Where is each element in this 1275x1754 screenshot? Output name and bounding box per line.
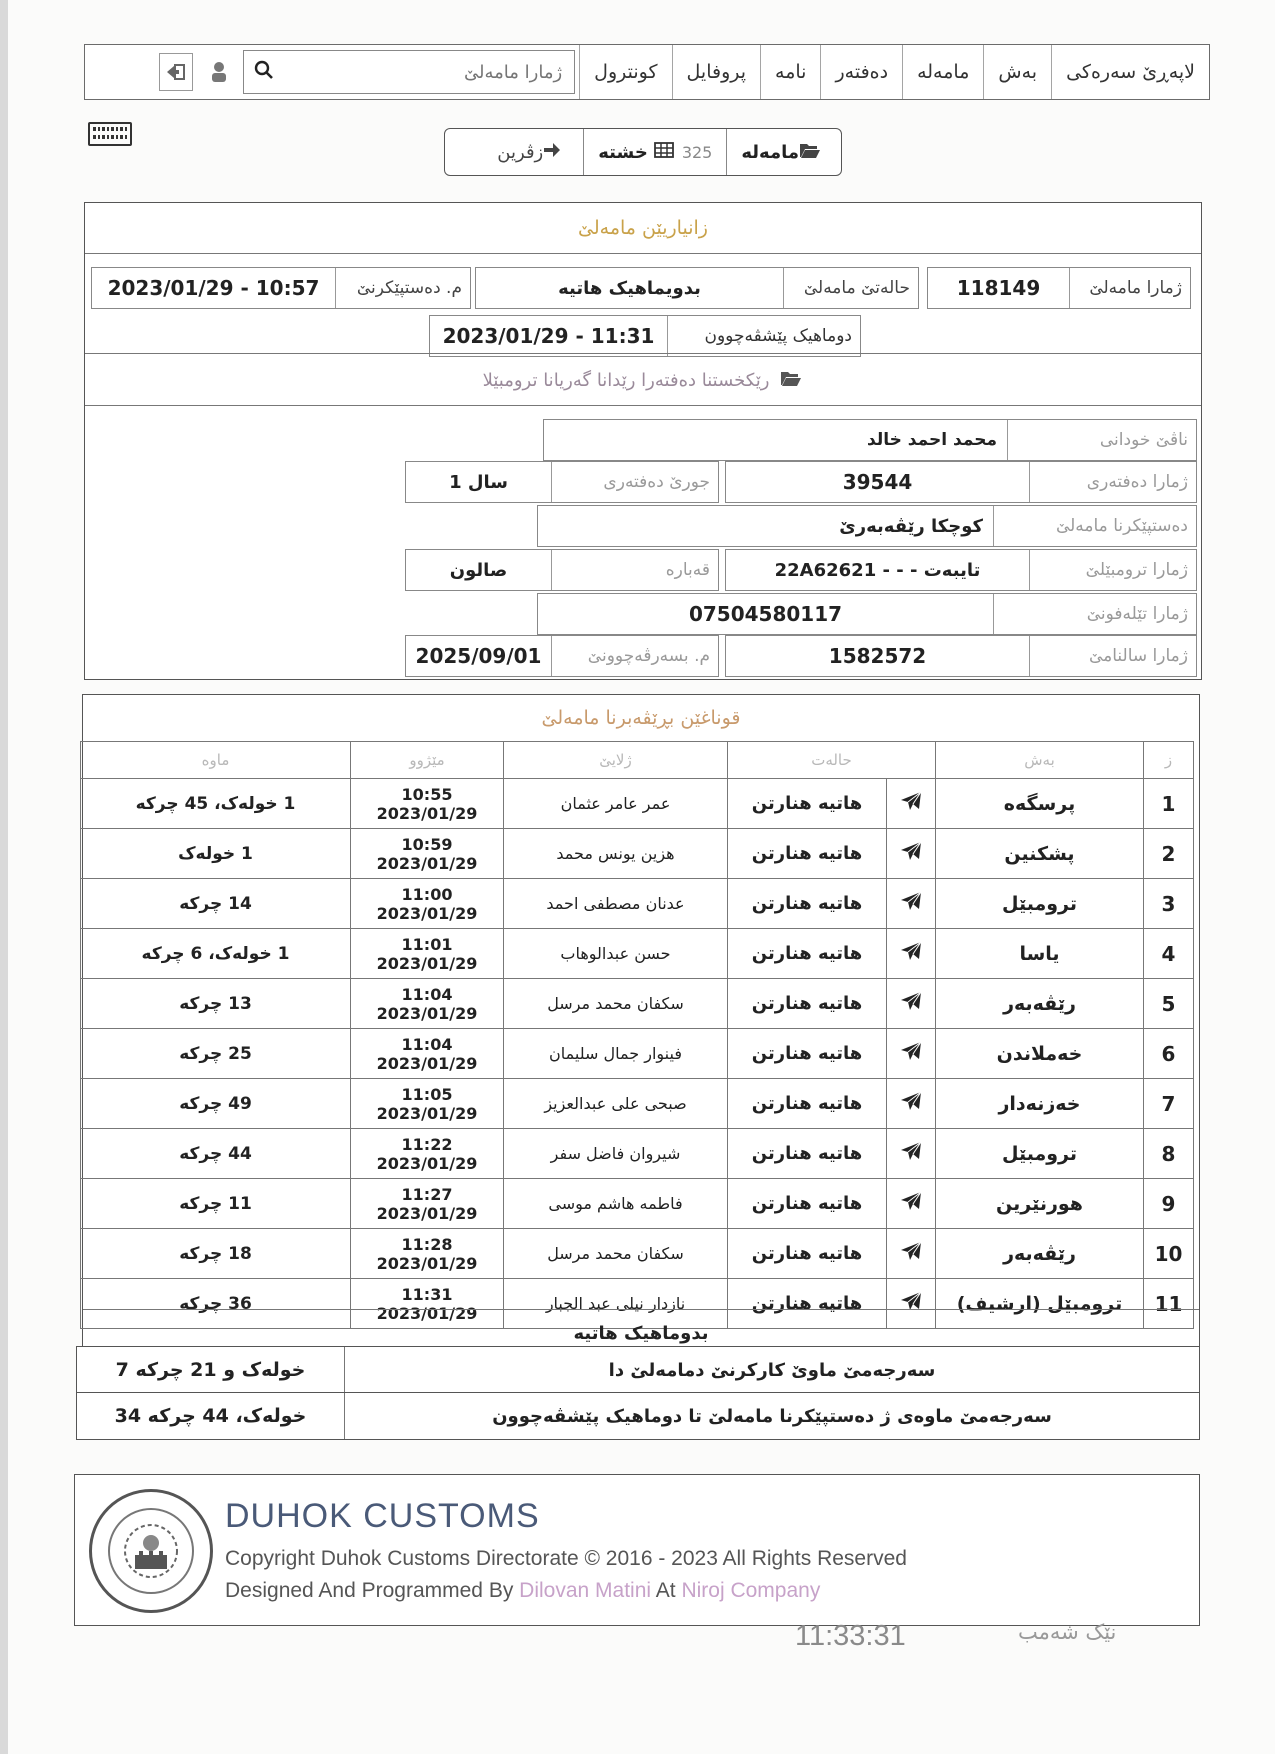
stage-status: هاتیە هنارتن — [728, 1079, 887, 1129]
car-number-label: ژمارا ترومبێلێ — [1029, 550, 1196, 590]
back-button[interactable] — [483, 129, 583, 175]
nav-search-box — [243, 50, 575, 94]
starter-field — [537, 505, 1197, 547]
col-number: ز — [1144, 742, 1194, 779]
start-date-field — [91, 267, 471, 309]
case-label: مامەلە — [741, 141, 799, 163]
stage-section: ترومبێل — [936, 1129, 1144, 1179]
stage-user: عمر عامر عثمان — [504, 779, 728, 829]
stage-user: سکفان محمد مرسل — [504, 979, 728, 1029]
starter-label: دەستپێکرنا مامەلێ — [993, 506, 1196, 546]
nav-cases[interactable]: مامەلە — [902, 45, 983, 99]
stage-datetime — [351, 1079, 504, 1129]
last-progress-value: 2023/01/29 - 11:31 — [442, 324, 655, 348]
stage-date: 2023/01/29 — [376, 853, 478, 873]
stage-user: عدنان مصطفی احمد — [504, 879, 728, 929]
stage-datetime — [351, 1029, 504, 1079]
book-number-value: 39544 — [842, 470, 913, 494]
stage-date: 2023/01/29 — [376, 1203, 478, 1223]
stage-date: 2023/01/29 — [376, 953, 478, 973]
section-heading — [85, 369, 1201, 391]
stage-date: 2023/01/29 — [376, 903, 478, 923]
table-icon — [654, 142, 674, 163]
stage-number: 6 — [1144, 1029, 1194, 1079]
designer-at: At — [655, 1579, 676, 1602]
car-number-field — [725, 549, 1197, 591]
year-number-value: 1582572 — [828, 644, 927, 668]
stage-status: هاتیە هنارتن — [728, 1179, 887, 1229]
stage-user: صبحی علی عبدالعزیز — [504, 1079, 728, 1129]
stage-duration: 1 خولەک — [81, 829, 351, 879]
send-icon[interactable] — [887, 1229, 936, 1279]
stage-date: 2023/01/29 — [376, 1003, 478, 1023]
stage-date: 2023/01/29 — [376, 1253, 478, 1273]
book-number-label: ژمارا دەفتەری — [1029, 462, 1196, 502]
stage-datetime — [351, 979, 504, 1029]
expiry-field — [405, 635, 719, 677]
stage-status: هاتیە هنارتن — [728, 829, 887, 879]
stage-user: شیروان فاضل سفر — [504, 1129, 728, 1179]
stage-time: 11:27 — [401, 1184, 453, 1204]
case-number-value: 118149 — [956, 276, 1041, 300]
stage-duration: 18 چرکە — [81, 1229, 351, 1279]
stage-row — [81, 929, 1194, 979]
car-number-value: 22A62621 - - - تایبەت — [774, 559, 981, 581]
stage-time: 11:28 — [401, 1234, 453, 1254]
send-icon[interactable] — [887, 979, 936, 1029]
folder-open-icon — [799, 141, 821, 164]
total-elapsed-row — [76, 1392, 1200, 1440]
size-field — [405, 549, 719, 591]
stage-row — [81, 1229, 1194, 1279]
designed-prefix: Designed And Programmed By — [225, 1579, 514, 1602]
stage-time: 11:05 — [401, 1084, 453, 1104]
search-input[interactable] — [360, 61, 564, 84]
table-label: خشتە — [598, 141, 648, 163]
customs-seal-logo — [89, 1489, 213, 1613]
stage-duration: 25 چرکە — [81, 1029, 351, 1079]
search-icon[interactable] — [254, 60, 274, 85]
arrow-right-icon — [543, 142, 561, 163]
footer — [74, 1474, 1200, 1626]
stage-date: 2023/01/29 — [376, 1153, 478, 1173]
stage-row — [81, 879, 1194, 929]
section-title: رێکخستنا دەفتەرا رێدانا گەریانا ترومبێلا — [482, 369, 770, 391]
case-button[interactable] — [726, 129, 841, 175]
nav-book[interactable]: دەفتەر — [820, 45, 902, 99]
book-type-value: 1 سال — [449, 471, 508, 493]
year-number-label: ژمارا سالنامێ — [1029, 636, 1196, 676]
expiry-value: 2025/09/01 — [415, 644, 542, 668]
stage-datetime — [351, 829, 504, 879]
stage-number: 7 — [1144, 1079, 1194, 1129]
stage-duration: 11 چرکە — [81, 1179, 351, 1229]
stage-time: 10:55 — [401, 784, 453, 804]
stage-datetime — [351, 929, 504, 979]
stage-user: نازدار نیلی عبد الجبار — [504, 1279, 728, 1329]
phone-label: ژمارا تێلەفونێ — [993, 594, 1196, 634]
stage-row — [81, 779, 1194, 829]
nav-profile[interactable]: پروفایل — [672, 45, 761, 99]
nav-control[interactable]: کونترول — [579, 45, 671, 99]
stage-status: هاتیە هنارتن — [728, 779, 887, 829]
stage-status: هاتیە هنارتن — [728, 879, 887, 929]
stage-duration: 1 خولەک، 45 چرکە — [81, 779, 351, 829]
stage-datetime — [351, 1129, 504, 1179]
stage-row — [81, 1129, 1194, 1179]
table-button[interactable] — [583, 129, 726, 175]
stages-title: قوناغێن بڕێڤەبرنا مامەلێ — [541, 707, 741, 729]
send-icon[interactable] — [887, 829, 936, 879]
total-work-row — [76, 1346, 1200, 1394]
info-title: زانیاریێن مامەلێ — [578, 217, 708, 239]
stage-section: خەزنەدار — [936, 1079, 1144, 1129]
stage-status: هاتیە هنارتن — [728, 1129, 887, 1179]
case-info-panel — [84, 202, 1202, 680]
stage-duration: 1 خولەک، 6 چرکە — [81, 929, 351, 979]
col-duration: ماوە — [81, 742, 351, 779]
stage-user: حسن عبدالوهاب — [504, 929, 728, 979]
folder-open-icon — [779, 369, 803, 391]
send-icon[interactable] — [887, 879, 936, 929]
stage-time: 11:04 — [401, 1034, 453, 1054]
top-navbar — [84, 44, 1210, 100]
stage-section: ترومبێل — [936, 879, 1144, 929]
stage-user: سکفان محمد مرسل — [504, 1229, 728, 1279]
last-progress-field — [429, 315, 861, 357]
user-status: نێک شەمب — [1018, 1620, 1117, 1644]
brand-name: DUHOK CUSTOMS — [225, 1497, 540, 1535]
stage-duration: 49 چرکە — [81, 1079, 351, 1129]
stage-section: پرسگەه — [936, 779, 1144, 829]
stage-datetime — [351, 1179, 504, 1229]
seal-emblem-icon — [121, 1521, 181, 1581]
stage-date: 2023/01/29 — [376, 1103, 478, 1123]
owner-field — [543, 419, 1197, 461]
stage-row — [81, 1029, 1194, 1079]
stage-duration: 13 چرکە — [81, 979, 351, 1029]
starter-value: کوچکا رێڤەبەرێ — [839, 515, 983, 537]
stage-time: 11:01 — [401, 934, 453, 954]
col-section: بەش — [936, 742, 1144, 779]
start-date-label: م. دەستپێکرنێ — [335, 268, 470, 308]
stage-section: رێڤەبەر — [936, 1229, 1144, 1279]
case-status-label: حالەتێ مامەلێ — [783, 268, 918, 308]
stage-user: فاطمە هاشم موسی — [504, 1179, 728, 1229]
designer-line — [225, 1579, 820, 1603]
stage-time: 10:59 — [401, 834, 453, 854]
stage-section: خەملاندن — [936, 1029, 1144, 1079]
size-label: قەبارە — [551, 550, 718, 590]
designer-link[interactable]: Dilovan Matini — [519, 1579, 652, 1602]
stage-duration: 14 چرکە — [81, 879, 351, 929]
book-type-label: جورێ دەفتەری — [551, 462, 718, 502]
case-toolbar — [444, 128, 842, 176]
send-icon[interactable] — [887, 1179, 936, 1229]
total-elapsed-label: سەرجەمێ ماوەی ژ دەستپێکرنا مامەلێ تا دوماهیک پێشڤەچوون — [344, 1393, 1199, 1439]
stage-status: هاتیە هنارتن — [728, 979, 887, 1029]
owner-label: ناڤێ خودانی — [1007, 420, 1196, 460]
stage-number: 3 — [1144, 879, 1194, 929]
logout-icon[interactable] — [159, 53, 193, 91]
stage-row — [81, 829, 1194, 879]
case-status-value: بدویماهیک هاتیە — [558, 277, 701, 299]
send-icon[interactable] — [887, 1129, 936, 1179]
case-number-field — [927, 267, 1191, 309]
stage-number: 11 — [1144, 1279, 1194, 1329]
stage-section: ترومبێل (ارشیف) — [936, 1279, 1144, 1329]
stage-time: 11:00 — [401, 884, 453, 904]
stage-duration: 44 چرکە — [81, 1129, 351, 1179]
send-icon[interactable] — [887, 929, 936, 979]
stage-time: 11:04 — [401, 984, 453, 1004]
clock-display: 11:33:31 — [795, 1620, 906, 1652]
size-value: صالون — [449, 559, 508, 581]
company-link[interactable]: Niroj Company — [681, 1579, 821, 1602]
stage-status: هاتیە هنارتن — [728, 1279, 887, 1329]
book-type-field — [405, 461, 719, 503]
col-status: حالەت — [728, 742, 936, 779]
stage-number: 10 — [1144, 1229, 1194, 1279]
send-icon[interactable] — [887, 1029, 936, 1079]
stage-number: 2 — [1144, 829, 1194, 879]
nav-letter[interactable]: نامە — [760, 45, 820, 99]
book-number-field — [725, 461, 1197, 503]
stage-row — [81, 1179, 1194, 1229]
stage-date: 2023/01/29 — [376, 1303, 478, 1323]
col-by: ژلایێ — [504, 742, 728, 779]
phone-value: 07504580117 — [688, 602, 843, 626]
stage-section: پشکنین — [936, 829, 1144, 879]
keyboard-icon[interactable] — [88, 122, 132, 146]
stage-number: 5 — [1144, 979, 1194, 1029]
case-count: 325 — [681, 142, 713, 162]
stages-header-row — [81, 742, 1194, 779]
send-icon[interactable] — [887, 1079, 936, 1129]
send-icon[interactable] — [887, 779, 936, 829]
stage-number: 9 — [1144, 1179, 1194, 1229]
stage-status: هاتیە هنارتن — [728, 1029, 887, 1079]
case-status-field — [475, 267, 919, 309]
last-progress-label: دوماهیک پێشڤەچوون — [667, 316, 860, 356]
total-elapsed-value: 34 خولەک، 44 چرکە — [114, 1405, 307, 1427]
copyright-text: Copyright Duhok Customs Directorate © 2016 - 2023 All Rights Reserved — [225, 1547, 907, 1570]
stage-datetime — [351, 779, 504, 829]
stage-row — [81, 979, 1194, 1029]
stage-section: هورنێرین — [936, 1179, 1144, 1229]
stage-status: هاتیە هنارتن — [728, 929, 887, 979]
stage-date: 2023/01/29 — [376, 803, 478, 823]
col-date: مێژوو — [351, 742, 504, 779]
stage-user: فینوار جمال سلیمان — [504, 1029, 728, 1079]
total-work-value: 7 خولەک و 21 چرکە — [115, 1359, 306, 1381]
user-icon[interactable] — [199, 45, 239, 99]
stage-number: 4 — [1144, 929, 1194, 979]
stage-section: یاسا — [936, 929, 1144, 979]
completed-label: بدوماهیک هاتیە — [83, 1309, 1199, 1356]
stage-row — [81, 1079, 1194, 1129]
owner-value: محمد احمد خالد — [867, 430, 997, 450]
stage-datetime — [351, 879, 504, 929]
stage-time: 11:31 — [401, 1284, 453, 1304]
expiry-label: م. بسەرڤەچوونێ — [551, 636, 718, 676]
stages-table — [80, 741, 1194, 1329]
stage-section: رێڤەبەر — [936, 979, 1144, 1029]
stage-duration: 36 چرکە — [81, 1279, 351, 1329]
stage-number: 8 — [1144, 1129, 1194, 1179]
stage-user: هزین یونس محمد — [504, 829, 728, 879]
stage-datetime — [351, 1229, 504, 1279]
year-number-field — [725, 635, 1197, 677]
stages-panel — [82, 694, 1200, 1396]
nav-section[interactable]: بەش — [983, 45, 1051, 99]
stage-status: هاتیە هنارتن — [728, 1229, 887, 1279]
stage-date: 2023/01/29 — [376, 1053, 478, 1073]
total-work-label: سەرجەمێ ماوێ کارکرنێ دمامەلێ دا — [344, 1347, 1199, 1393]
phone-field — [537, 593, 1197, 635]
back-label: زڤرین — [497, 141, 544, 163]
nav-home[interactable]: لاپەڕێ سەرەکی — [1051, 45, 1209, 99]
start-date-value: 2023/01/29 - 10:57 — [107, 276, 320, 300]
stage-time: 11:22 — [401, 1134, 453, 1154]
page-edge — [0, 0, 8, 1754]
stage-number: 1 — [1144, 779, 1194, 829]
case-number-label: ژمارا مامەلێ — [1069, 268, 1190, 308]
